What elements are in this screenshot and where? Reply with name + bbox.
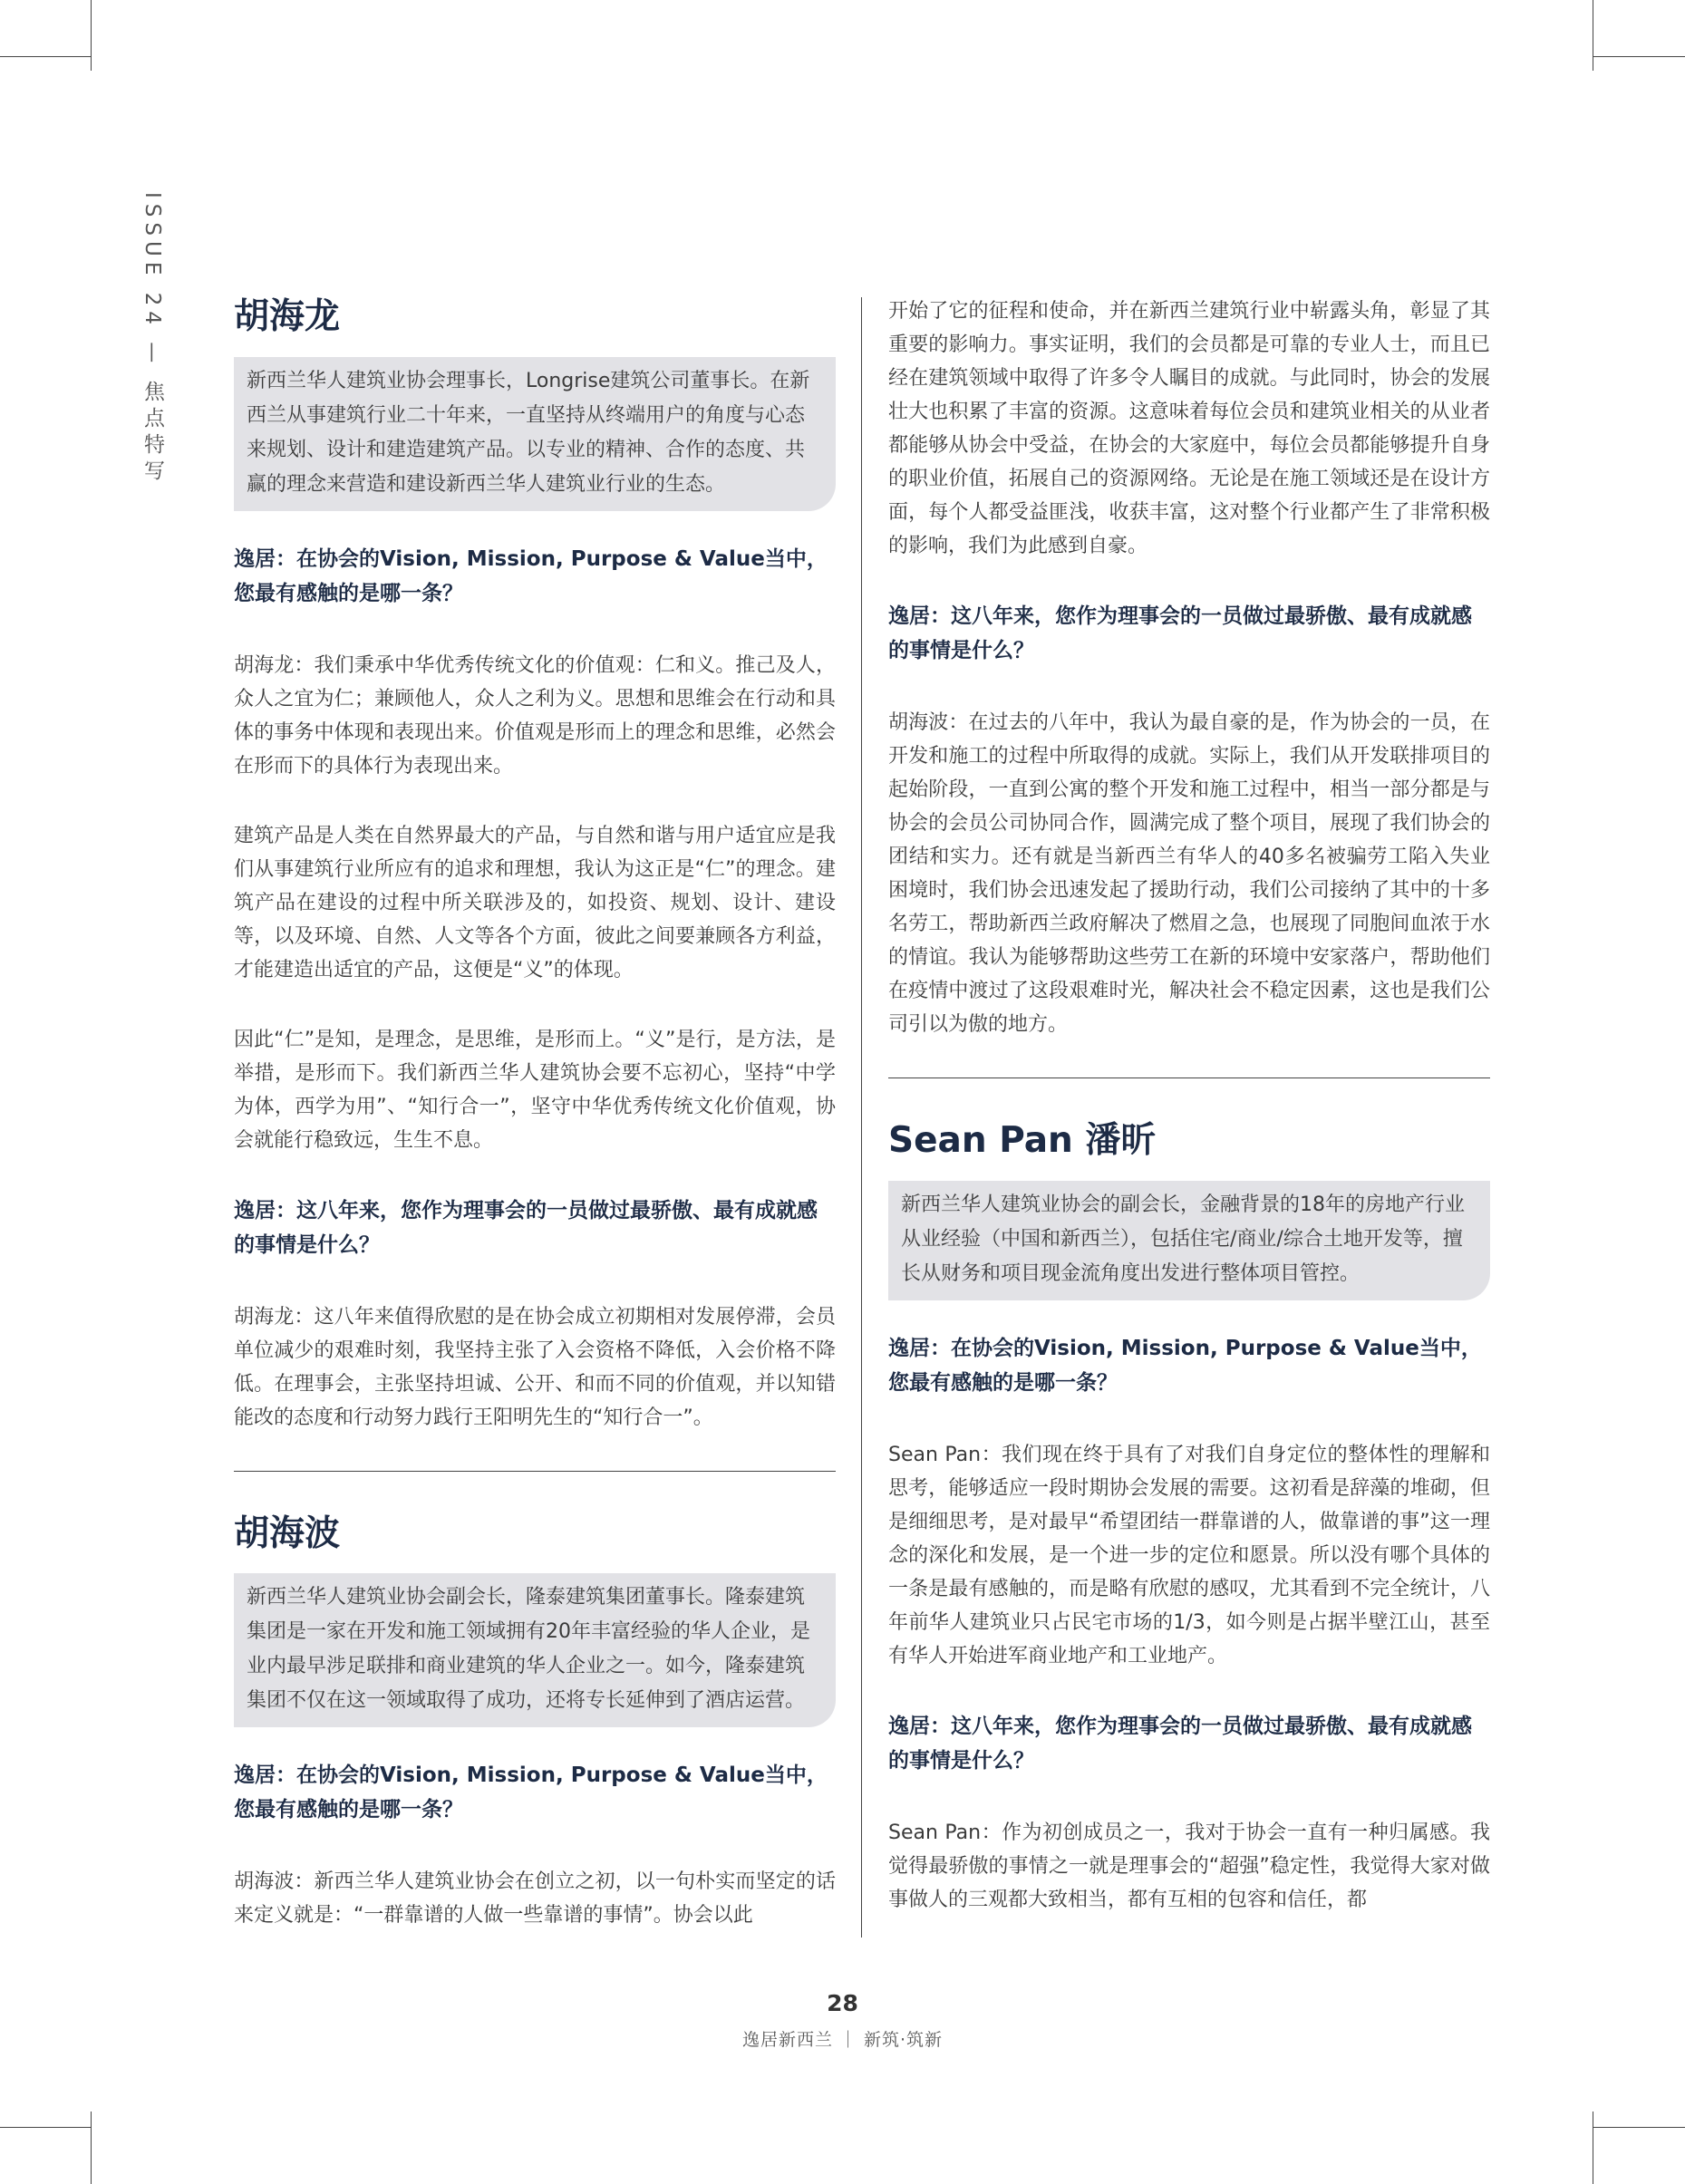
interview-answer: 因此“仁”是知，是理念，是思维，是形而上。“义”是行，是方法，是举措，是形而下。我们新西兰华人建筑协会要不忘初心，坚持“中学为体，西学为用”、“知行合一”，坚守中华优秀传统文化价值观，协会就能行稳致远，生生不息。 <box>234 1028 836 1152</box>
crop-mark <box>91 2112 92 2184</box>
profile-bio: 新西兰华人建筑业协会的副会长，金融背景的18年的房地产行业从业经验（中国和新西兰），包括住宅/商业/综合土地开发等，擅长从财务和项目现金流角度出发进行整体项目管控。 <box>888 1181 1490 1300</box>
interview-answer: 胡海波：新西兰华人建筑业协会在创立之初，以一句朴实而坚定的话来定义就是：“一群靠谱的人做一些靠谱的事情”。协会以此 <box>234 1870 836 1928</box>
interview-answer: 胡海龙：这八年来值得欣慰的是在协会成立初期相对发展停滞，会员单位减少的艰难时刻，我坚持主张了入会资格不降低，入会价格不降低。在理事会，主张坚持坦诚、公开、和而不同的价值观，并以知错能改的态度和行动努力践行王阳明先生的“知行合一”。 <box>234 1305 836 1429</box>
interview-answer: 胡海龙：我们秉承中华优秀传统文化的价值观：仁和义。推己及人，众人之宜为仁；兼顾他人，众人之利为义。思想和思维会在行动和具体的事务中体现和表现出来。价值观是形而上的理念和思维，必然会在形而下的具体行为表现出来。 <box>234 653 836 778</box>
profile-name: 胡海波 <box>234 1512 341 1554</box>
column-divider <box>861 297 862 1938</box>
crop-mark <box>1593 56 1685 57</box>
interview-question: 逸居：这八年来，您作为理事会的一员做过最骄傲、最有成就感的事情是什么？ <box>888 1714 1472 1773</box>
interview-answer: 建筑产品是人类在自然界最大的产品，与自然和谐与用户适宜应是我们从事建筑行业所应有的追求和理想，我认为这正是“仁”的理念。建筑产品在建设的过程中所关联涉及的，如投资、规划、设计、建设等，以及环境、自然、人文等各个方面，彼此之间要兼顾各方利益，才能建造出适宜的产品，这便是“义”的体现。 <box>234 824 836 981</box>
issue-side-label: ISSUE 24 — 焦点特写 <box>140 192 164 486</box>
section-divider <box>234 1471 836 1472</box>
interview-question: 逸居：这八年来，您作为理事会的一员做过最骄傲、最有成就感的事情是什么？ <box>234 1198 818 1257</box>
crop-mark <box>0 2127 91 2128</box>
magazine-footer: 逸居新西兰 ｜ 新筑·筑新 <box>741 2030 944 2050</box>
left-column <box>234 295 836 1968</box>
interview-answer: Sean Pan：作为初创成员之一，我对于协会一直有一种归属感。我觉得最骄傲的事情之一就是理事会的“超强”稳定性，我觉得大家对做事做人的三观都大致相当，都有互相的包容和信任，都 <box>888 1821 1490 1911</box>
interview-question: 逸居：这八年来，您作为理事会的一员做过最骄傲、最有成就感的事情是什么？ <box>888 604 1472 662</box>
profile-name: Sean Pan 潘昕 <box>888 1120 1157 1161</box>
interview-question: 逸居：在协会的Vision, Mission, Purpose & Value当中，您最有感触的是哪一条？ <box>234 546 828 605</box>
interview-answer: 胡海波：在过去的八年中，我认为最自豪的是，作为协会的一员，在开发和施工的过程中所取得的成就。实际上，我们从开发联排项目的起始阶段，一直到公寓的整个开发和施工过程中，相当一部分都是与协会的会员公司协同合作，圆满完成了整个项目，展现了我们协会的团结和实力。还有就是当新西兰有华人的40多名被骗劳工陷入失业困境时，我们协会迅速发起了援助行动，我们公司接纳了其中的十多名劳工，帮助新西兰政府解决了燃眉之急，也展现了同胞间血浓于水的情谊。我认为能够帮助这些劳工在新的环境中安家落户，帮助他们在疫情中渡过了这段艰难时光，解决社会不稳定因素，这也是我们公司引以为傲的地方。 <box>888 711 1490 1036</box>
crop-mark <box>1593 2127 1685 2128</box>
profile-bio: 新西兰华人建筑业协会理事长，Longrise建筑公司董事长。在新西兰从事建筑行业二十年来，一直坚持从终端用户的角度与心态来规划、设计和建造建筑产品。以专业的精神、合作的态度、共赢的理念来营造和建设新西兰华人建筑业行业的生态。 <box>234 357 836 511</box>
interview-answer: 开始了它的征程和使命，并在新西兰建筑行业中崭露头角，彰显了其重要的影响力。事实证明，我们的会员都是可靠的专业人士，而且已经在建筑领域中取得了许多令人瞩目的成就。与此同时，协会的发展壮大也积累了丰富的资源。这意味着每位会员和建筑业相关的从业者都能够从协会中受益，在协会的大家庭中，每位会员都能够提升自身的职业价值，拓展自己的资源网络。无论是在施工领域还是在设计方面，每个人都受益匪浅，收获丰富，这对整个行业都产生了非常积极的影响，我们为此感到自豪。 <box>888 300 1490 557</box>
profile-bio: 新西兰华人建筑业协会副会长，隆泰建筑集团董事长。隆泰建筑集团是一家在开发和施工领域拥有20年丰富经验的华人企业，是业内最早涉足联排和商业建筑的华人企业之一。如今，隆泰建筑集团不仅在这一领域取得了成功，还将专长延伸到了酒店运营。 <box>234 1573 836 1727</box>
crop-mark <box>91 0 92 71</box>
right-column <box>888 295 1490 1953</box>
interview-question: 逸居：在协会的Vision, Mission, Purpose & Value当中，您最有感触的是哪一条？ <box>888 1336 1482 1395</box>
interview-question: 逸居：在协会的Vision, Mission, Purpose & Value当中，您最有感触的是哪一条？ <box>234 1764 828 1822</box>
crop-mark <box>0 56 91 57</box>
profile-name: 胡海龙 <box>234 296 341 337</box>
page-number: 28 <box>827 1990 858 2016</box>
interview-answer: Sean Pan：我们现在终于具有了对我们自身定位的整体性的理解和思考，能够适应一段时期协会发展的需要。这初看是辞藻的堆砌，但是细细思考，是对最早“希望团结一群靠谱的人，做靠谱的事”这一理念的深化和发展，是一个进一步的定位和愿景。所以没有哪个具体的一条是最有感触的，而是略有欣慰的感叹，尤其看到不完全统计，八年前华人建筑业只占民宅市场的1/3，如今则是占据半壁江山，甚至有华人开始进军商业地产和工业地产。 <box>888 1443 1490 1667</box>
